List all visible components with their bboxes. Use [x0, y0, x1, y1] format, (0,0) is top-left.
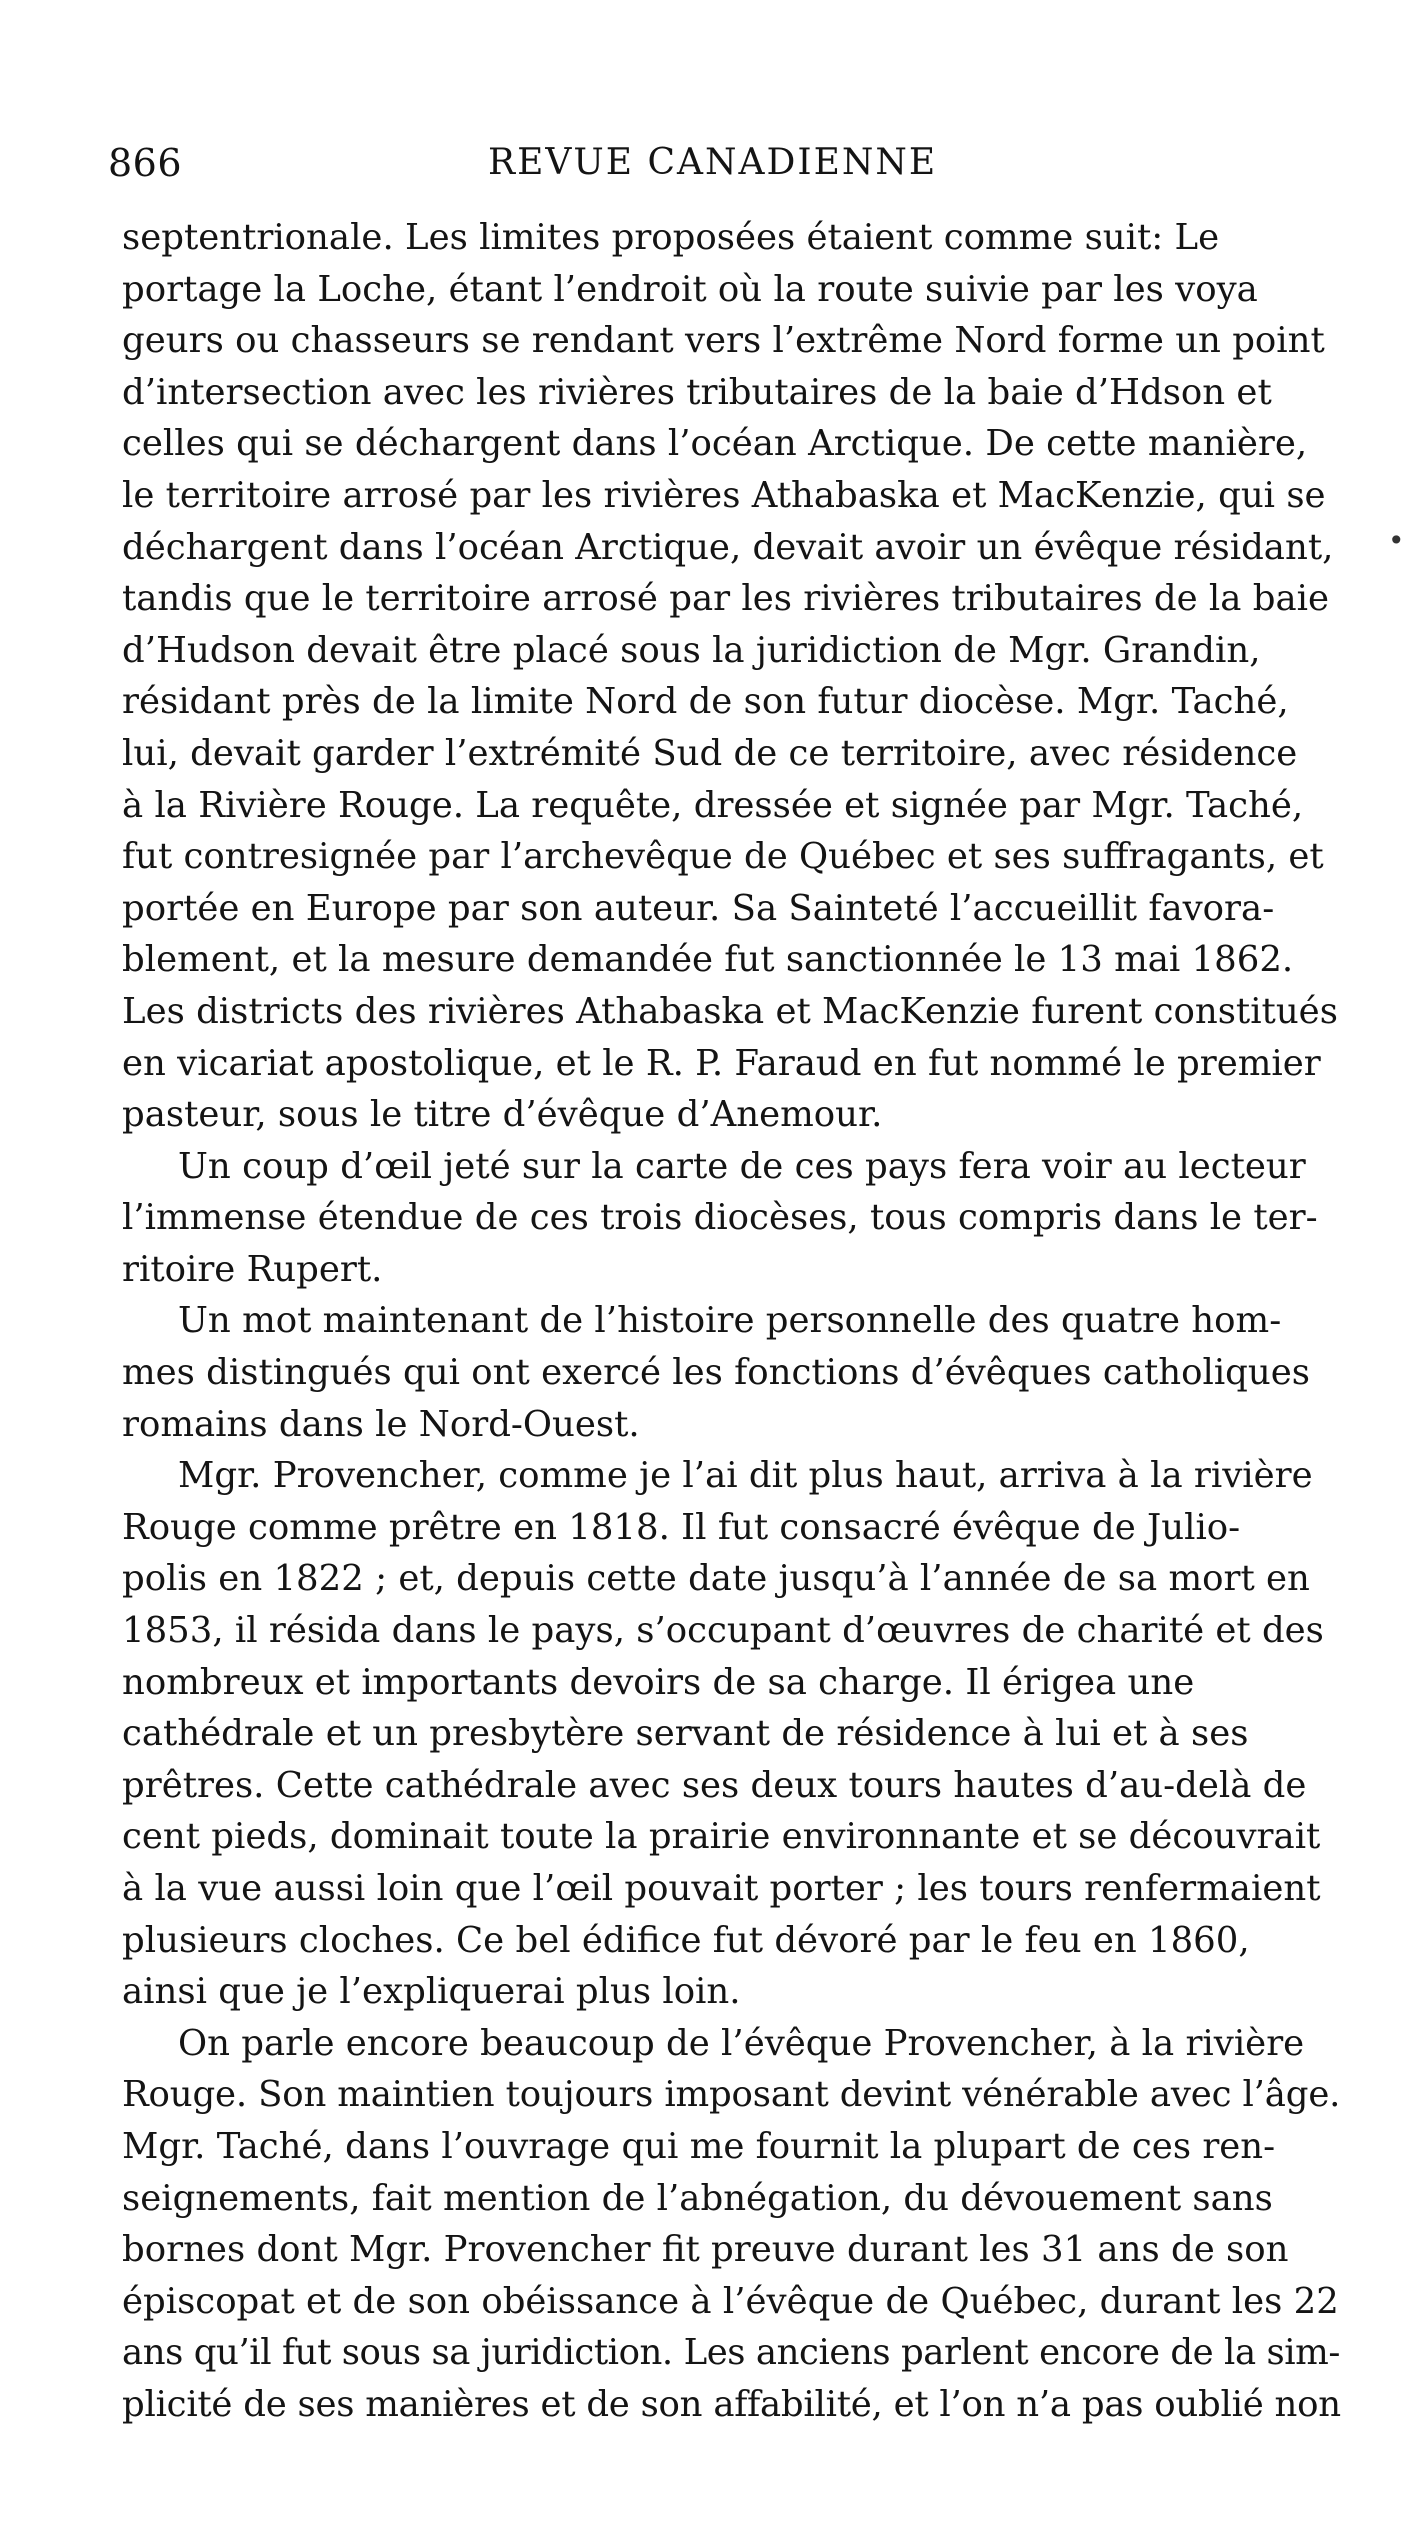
text-line: tandis que le territoire arrosé par les rivières tributaires de la baie	[122, 578, 1329, 620]
text-line: ritoire Rupert.	[122, 1248, 383, 1290]
text-line: prêtres. Cette cathédrale avec ses deux tours hautes d’au-delà de	[122, 1764, 1307, 1806]
text-line: lui, devait garder l’extrémité Sud de ce territoire, avec résidence	[122, 732, 1298, 774]
text-line: d’Hudson devait être placé sous la juridiction de Mgr. Grandin,	[122, 629, 1261, 671]
text-line: nombreux et importants devoirs de sa charge. Il érigea une	[122, 1661, 1195, 1703]
text-line: cent pieds, dominait toute la prairie environnante et se découvrait	[122, 1816, 1321, 1858]
text-line: d’intersection avec les rivières tributaires de la baie d’Hdson et	[122, 371, 1272, 413]
text-line: à la Rivière Rouge. La requête, dressée et signée par Mgr. Taché,	[122, 784, 1304, 826]
text-line: à la vue aussi loin que l’œil pouvait porter ; les tours renfermaient	[122, 1868, 1321, 1909]
text-line: plicité de ses manières et de son affabilité, et l’on n’a pas oublié non	[122, 2383, 1341, 2425]
text-line: Un mot maintenant de l’histoire personnelle des quatre hom-	[178, 1300, 1282, 1342]
text-line: portage la Loche, étant l’endroit où la route suivie par les voya	[122, 268, 1258, 310]
text-line: Mgr. Taché, dans l’ouvrage qui me fournit la plupart de ces ren-	[122, 2125, 1276, 2167]
body-text	[122, 212, 1340, 2431]
page-number: 866	[108, 141, 183, 185]
text-line: romains dans le Nord-Ouest.	[122, 1403, 640, 1445]
text-line: blement, et la mesure demandée fut sanctionnée le 13 mai 1862.	[122, 939, 1294, 981]
text-line: épiscopat et de son obéissance à l’évêque de Québec, durant les 22	[122, 2280, 1339, 2322]
text-line: septentrionale. Les limites proposées étaient comme suit: Le	[122, 217, 1220, 258]
text-line: pasteur, sous le titre d’évêque d’Anemour.	[122, 1094, 883, 1136]
text-line: en vicariat apostolique, et le R. P. Faraud en fut nommé le premier	[122, 1042, 1321, 1084]
margin-speck: •	[1388, 524, 1405, 557]
text-line: 1853, il résida dans le pays, s’occupant d’œuvres de charité et des	[122, 1610, 1324, 1652]
text-line: Rouge. Son maintien toujours imposant devint vénérable avec l’âge.	[122, 2074, 1341, 2116]
text-line: Les districts des rivières Athabaska et MacKenzie furent constitués	[122, 990, 1338, 1032]
text-line: polis en 1822 ; et, depuis cette date jusqu’à l’année de sa mort en	[122, 1558, 1310, 1600]
text-line: plusieurs cloches. Ce bel édifice fut dévoré par le feu en 1860,	[122, 1919, 1250, 1961]
text-line: geurs ou chasseurs se rendant vers l’extrême Nord forme un point	[122, 320, 1325, 362]
running-head	[108, 138, 1340, 188]
text-line: cathédrale et un presbytère servant de résidence à lui et à ses	[122, 1713, 1249, 1755]
text-line: ainsi que je l’expliquerai plus loin.	[122, 1971, 741, 2013]
text-line: On parle encore beaucoup de l’évêque Provencher, à la rivière	[178, 2022, 1305, 2064]
text-line: Un coup d’œil jeté sur la carte de ces pays fera voir au lecteur	[178, 1145, 1306, 1187]
text-line: celles qui se déchargent dans l’océan Arctique. De cette manière,	[122, 423, 1308, 465]
text-line: bornes dont Mgr. Provencher fit preuve durant les 31 ans de son	[122, 2229, 1289, 2271]
text-line: résidant près de la limite Nord de son futur diocèse. Mgr. Taché,	[122, 681, 1289, 723]
text-line: l’immense étendue de ces trois diocèses, tous compris dans le ter-	[122, 1197, 1318, 1239]
text-line: déchargent dans l’océan Arctique, devait avoir un évêque résidant,	[122, 526, 1334, 568]
journal-title: REVUE CANADIENNE	[488, 142, 938, 183]
text-line: Rouge comme prêtre en 1818. Il fut consacré évêque de Julio-	[122, 1506, 1241, 1548]
text-line: mes distingués qui ont exercé les fonctions d’évêques catholiques	[122, 1352, 1310, 1394]
text-line: Mgr. Provencher, comme je l’ai dit plus haut, arriva à la rivière	[178, 1455, 1313, 1497]
text-line: fut contresignée par l’archevêque de Québec et ses suffragants, et	[122, 836, 1324, 878]
text-line: seignements, fait mention de l’abnégation, du dévouement sans	[122, 2177, 1273, 2219]
text-line: portée en Europe par son auteur. Sa Sainteté l’accueillit favora-	[122, 887, 1275, 929]
text-line: le territoire arrosé par les rivières Athabaska et MacKenzie, qui se	[122, 474, 1326, 516]
text-line: ans qu’il fut sous sa juridiction. Les anciens parlent encore de la sim-	[122, 2332, 1340, 2374]
